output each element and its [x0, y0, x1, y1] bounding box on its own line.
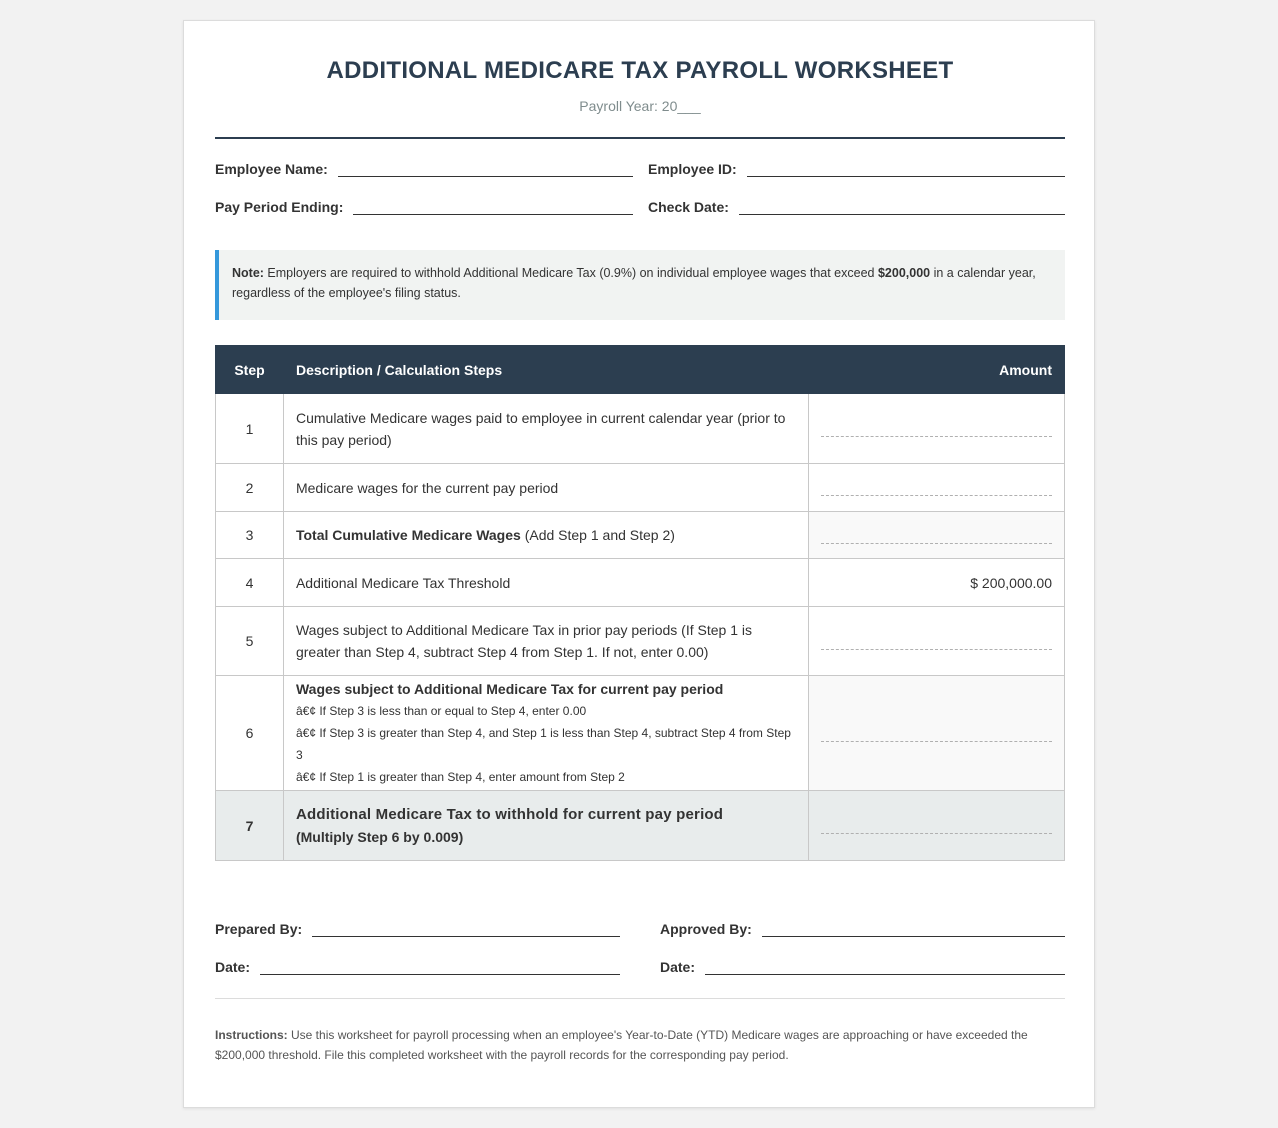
step-description: Additional Medicare Tax Threshold	[283, 559, 808, 607]
amount-cell[interactable]	[809, 394, 1065, 464]
step-number: 7	[216, 791, 284, 861]
approved-date-label: Date:	[660, 959, 696, 975]
prepared-by-line[interactable]	[312, 921, 620, 937]
amount-cell[interactable]	[809, 676, 1065, 791]
rule-item: â€¢ If Step 1 is greater than Step 4, enter amount from Step 2	[295, 770, 625, 784]
amount-entry-line[interactable]	[821, 495, 1052, 496]
amount-cell[interactable]	[809, 607, 1065, 676]
pay-period-field	[215, 199, 633, 215]
employee-id-label: Employee ID:	[648, 161, 737, 177]
table-row	[216, 559, 1065, 607]
instructions-label: Instructions:	[215, 1028, 288, 1042]
step-description	[283, 512, 808, 559]
final-step-subtitle: (Multiply Step 6 by 0.009)	[295, 828, 464, 845]
approved-by-label: Approved By:	[660, 921, 752, 937]
note-text-after: in a calendar year, regardless of the employee's filing status.	[232, 266, 1036, 300]
note-amount: $200,000	[877, 266, 931, 280]
step-number: 6	[216, 676, 284, 791]
rule-item: â€¢ If Step 3 is less than or equal to Step 4, enter 0.00	[295, 704, 587, 718]
approved-date-line[interactable]	[705, 959, 1065, 975]
table-row	[216, 607, 1065, 676]
final-step-title: Additional Medicare Tax to withhold for current pay period	[295, 805, 724, 823]
step-description	[283, 791, 808, 861]
approved-by-line[interactable]	[762, 921, 1065, 937]
approved-by-field	[660, 921, 1065, 937]
amount-entry-line[interactable]	[821, 436, 1052, 437]
employee-id-line[interactable]	[747, 161, 1065, 177]
pay-period-line[interactable]	[353, 199, 633, 215]
header-description: Description / Calculation Steps	[283, 346, 808, 394]
amount-entry-line[interactable]	[821, 649, 1052, 650]
rule-item: â€¢ If Step 3 is greater than Step 4, and Step 1 is less than Step 4, subtract Step 4 from Step 3	[295, 726, 791, 762]
step-description-bold: Wages subject to Additional Medicare Tax for current pay period	[295, 681, 724, 697]
worksheet-page	[183, 20, 1095, 1108]
footer-divider	[215, 998, 1065, 999]
step-description: Wages subject to Additional Medicare Tax in prior pay periods (If Step 1 is greater than Step 4, subtract Step 4 from Step 1. If not, enter 0.00)	[283, 607, 808, 676]
prepared-date-field	[215, 959, 620, 975]
step-number: 1	[216, 394, 284, 464]
step-description: Cumulative Medicare wages paid to employee in current calendar year (prior to this pay period)	[283, 394, 808, 464]
amount-cell[interactable]	[809, 464, 1065, 512]
employee-name-field	[215, 161, 633, 177]
note-box	[215, 250, 1065, 320]
threshold-amount: $ 200,000.00	[809, 559, 1065, 607]
table-header-row	[216, 346, 1065, 394]
calculation-table	[215, 345, 1065, 861]
instructions-text: Use this worksheet for payroll processing when an employee's Year-to-Date (YTD) Medicare wages are approaching or have exceeded the $200,000 threshold. File this completed worksheet with the payroll records for the corresponding pay period.	[215, 1028, 1028, 1062]
amount-cell[interactable]	[809, 791, 1065, 861]
step-description-rest: (Add Step 1 and Step 2)	[520, 527, 675, 543]
page-title: ADDITIONAL MEDICARE TAX PAYROLL WORKSHEET	[326, 57, 954, 84]
step-number: 3	[216, 512, 284, 559]
step-number: 5	[216, 607, 284, 676]
prepared-by-field	[215, 921, 620, 937]
prepared-date-label: Date:	[215, 959, 251, 975]
table-row-final	[216, 791, 1065, 861]
instructions	[215, 1025, 1065, 1065]
step-number: 2	[216, 464, 284, 512]
table-row	[216, 512, 1065, 559]
check-date-line[interactable]	[739, 199, 1065, 215]
table-row	[216, 464, 1065, 512]
amount-entry-line[interactable]	[821, 543, 1052, 544]
payroll-year: Payroll Year: 20___	[579, 98, 701, 114]
check-date-field	[648, 199, 1065, 215]
step-description-bold: Total Cumulative Medicare Wages	[295, 527, 521, 543]
note-text-before: Employers are required to withhold Additional Medicare Tax (0.9%) on individual employee wages that exceed	[263, 266, 878, 280]
prepared-date-line[interactable]	[260, 959, 620, 975]
employee-id-field	[648, 161, 1065, 177]
amount-cell[interactable]	[809, 512, 1065, 559]
prepared-by-label: Prepared By:	[215, 921, 303, 937]
step-6-rules	[296, 700, 796, 788]
approved-date-field	[660, 959, 1065, 975]
table-row	[216, 394, 1065, 464]
step-number: 4	[216, 559, 284, 607]
header-step: Step	[216, 346, 284, 394]
step-description: Medicare wages for the current pay period	[283, 464, 808, 512]
step-description	[283, 676, 808, 791]
pay-period-label: Pay Period Ending:	[215, 199, 344, 215]
amount-entry-line[interactable]	[821, 833, 1052, 834]
header-amount: Amount	[809, 346, 1065, 394]
amount-entry-line[interactable]	[821, 741, 1052, 742]
employee-name-line[interactable]	[338, 161, 633, 177]
check-date-label: Check Date:	[648, 199, 729, 215]
table-row	[216, 676, 1065, 791]
note-label: Note:	[232, 266, 264, 280]
employee-name-label: Employee Name:	[215, 161, 328, 177]
header-divider	[215, 137, 1065, 139]
